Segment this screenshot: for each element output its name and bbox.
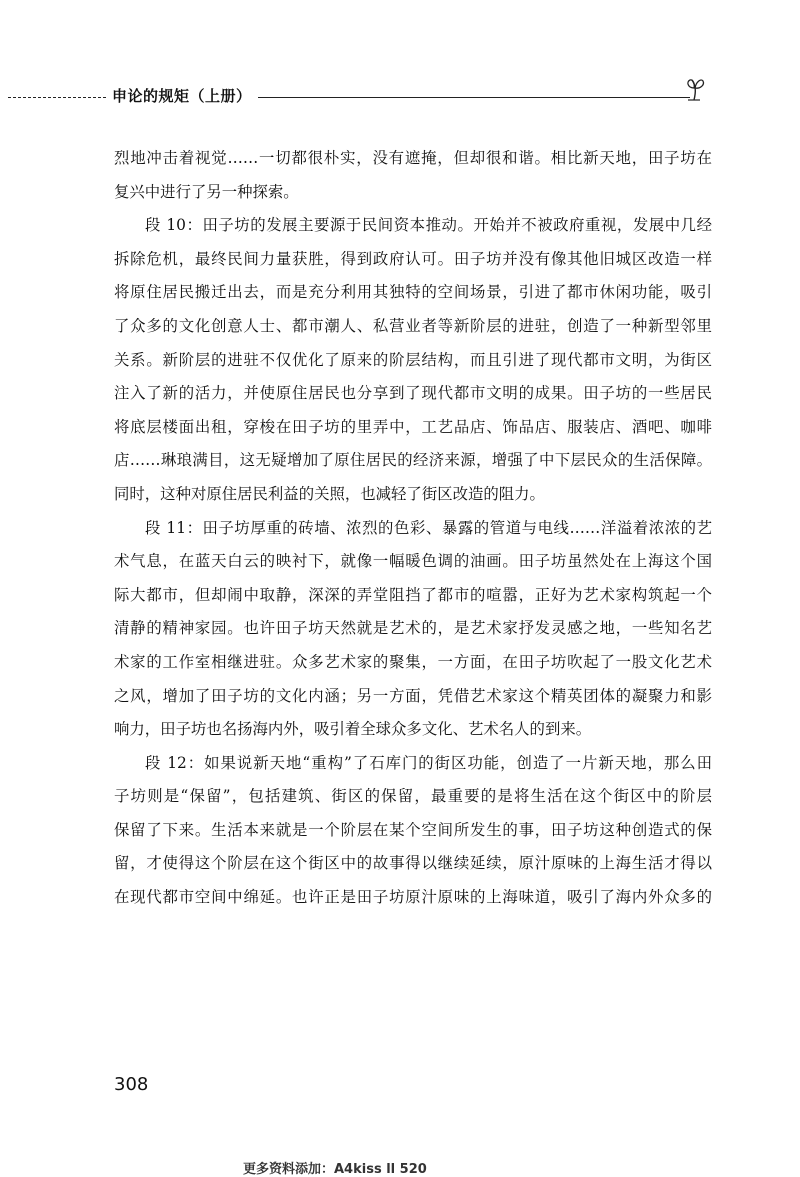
text-line: 响力，田子坊也名扬海内外，吸引着全球众多文化、艺术名人的到来。	[114, 720, 592, 739]
text-line: 保留了下来。生活本来就是一个阶层在某个空间所发生的事，田子坊这种创造式的保	[114, 820, 712, 839]
text-line: 留，才使得这个阶层在这个街区中的故事得以继续延续，原汁原味的上海生活才得以	[114, 854, 712, 873]
running-header	[0, 76, 800, 116]
running-header-title: 申论的规矩（上册）	[112, 87, 252, 105]
text-line: 际大都市，但却闹中取静，深深的弄堂阻挡了都市的喧嚣，正好为艺术家构筑起一个	[114, 585, 712, 604]
text-line: 子坊则是“保留”，包括建筑、街区的保留，最重要的是将生活在这个街区中的阶层	[114, 787, 712, 806]
text-line: 将底层楼面出租，穿梭在田子坊的里弄中，工艺品店、饰品店、服装店、酒吧、咖啡	[114, 417, 712, 436]
text-line: 关系。新阶层的进驻不仅优化了原来的阶层结构，而且引进了现代都市文明，为街区	[114, 350, 712, 369]
text-line: 术气息，在蓝天白云的映衬下，就像一幅暖色调的油画。田子坊虽然处在上海这个国	[114, 552, 712, 571]
sprout-icon	[684, 76, 714, 104]
page-number: 308	[114, 1074, 149, 1095]
header-dashed-rule	[8, 97, 106, 98]
text-line: 拆除危机，最终民间力量获胜，得到政府认可。田子坊并没有像其他旧城区改造一样	[114, 249, 712, 268]
text-line: 在现代都市空间中绵延。也许正是田子坊原汁原味的上海味道，吸引了海内外众多的	[114, 888, 712, 907]
text-line: 之风，增加了田子坊的文化内涵；另一方面，凭借艺术家这个精英团体的凝聚力和影	[114, 686, 712, 705]
text-line: 术家的工作室相继进驻。众多艺术家的聚集，一方面，在田子坊吹起了一股文化艺术	[114, 652, 712, 671]
header-rule	[258, 97, 690, 98]
paragraph-12-start: 段 12：如果说新天地“重构”了石库门的街区功能，创造了一片新天地，那么田	[145, 753, 712, 772]
paragraph-10-start: 段 10：田子坊的发展主要源于民间资本推动。开始并不被政府重视，发展中几经	[145, 216, 712, 235]
text-line: 清静的精神家园。也许田子坊天然就是艺术的，是艺术家抒发灵感之地，一些知名艺	[114, 619, 712, 638]
page-body	[114, 142, 712, 915]
text-line: 了众多的文化创意人士、都市潮人、私营业者等新阶层的进驻，创造了一种新型邻里	[114, 316, 712, 335]
text-line: 店……琳琅满目，这无疑增加了原住居民的经济来源，增强了中下层民众的生活保障。	[114, 451, 712, 470]
text-line: 烈地冲击着视觉……一切都很朴实，没有遮掩，但却很和谐。相比新天地，田子坊在	[114, 149, 712, 167]
text-line: 复兴中进行了另一种探索。	[114, 182, 299, 201]
text-line: 将原住居民搬迁出去，而是充分利用其独特的空间场景，引进了都市休闲功能，吸引	[114, 283, 712, 302]
paragraph-11-start: 段 11：田子坊厚重的砖墙、浓烈的色彩、暴露的管道与电线……洋溢着浓浓的艺	[145, 518, 712, 537]
footer-watermark-text: 更多资料添加：A4kiss ll 520	[243, 1162, 427, 1177]
text-line: 同时，这种对原住居民利益的关照，也减轻了街区改造的阻力。	[114, 484, 545, 503]
text-line: 注入了新的活力，并使原住居民也分享到了现代都市文明的成果。田子坊的一些居民	[114, 384, 712, 403]
